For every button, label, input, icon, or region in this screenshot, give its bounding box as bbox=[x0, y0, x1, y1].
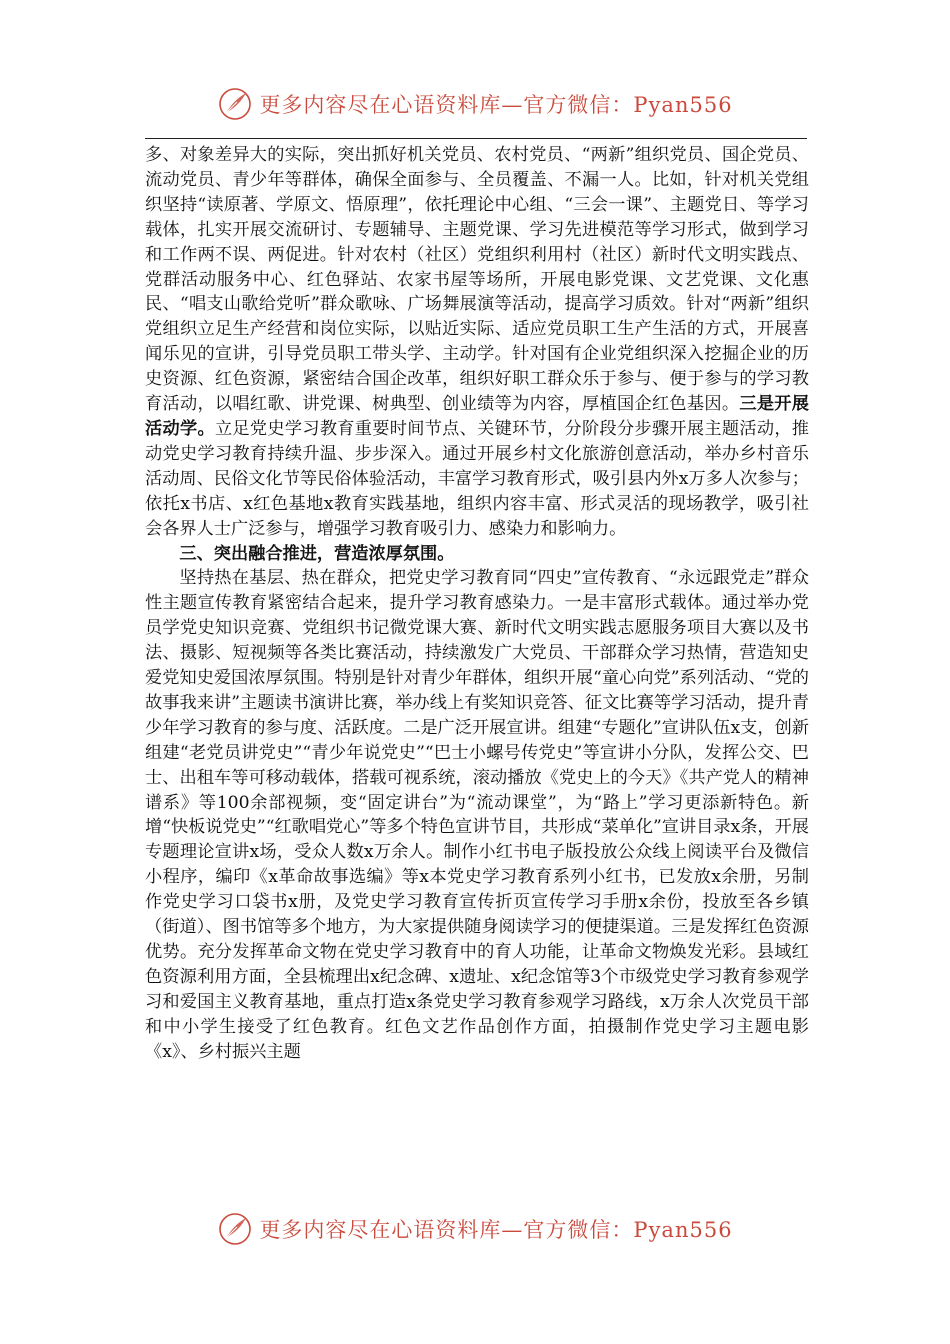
feather-pen-logo-icon bbox=[217, 86, 253, 122]
feather-pen-logo-icon bbox=[217, 1211, 253, 1247]
header-banner-text: 更多内容尽在心语资料库—官方微信：Pyan556 bbox=[259, 93, 733, 117]
header-banner bbox=[0, 84, 950, 124]
paragraph-text: 多、对象差异大的实际，突出抓好机关党员、农村党员、“两新”组织党员、国企党员、流动党员、青少年等群体，确保全面参与、全员覆盖、不漏一人。比如，针对机关党组织坚持“读原著、学原文、悟原理”，依托理论中心组、“三会一课”、主题党日、等学习载体，扎实开展交流研讨、专题辅导、主题党课、学习先进模范等学习形式，做到学习和工作两不误、两促进。针对农村（社区）党组织利用村（社区）新时代文明实践点、党群活动服务中心、红色驿站、农家书屋等场所，开展电影党课、文艺党课、文化惠民、“唱支山歌给党听”群众歌咏、广场舞展演等活动，提高学习质效。针对“两新”组织党组织立足生产经营和岗位实际，以贴近实际、适应党员职工生产生活的方式，开展喜闻乐见的宣讲，引导党员职工带头学、主动学。针对国有企业党组织深入挖掘企业的历史资源、红色资源，紧密结合国企改革，组织好职工群众乐于参与、便于参与的学习教育活动，以唱红歌、讲党课、树典型、创业绩等为内容，厚植国企红色基因。 bbox=[145, 145, 809, 415]
footer-banner bbox=[0, 1209, 950, 1249]
body-paragraph: 坚持热在基层、热在群众，把党史学习教育同“四史”宣传教育、“永远跟党走”群众性主题宣传教育紧密结合起来，提升学习教育感染力。一是丰富形式载体。通过举办党员学党史知识竞赛、党组织书记微党课大赛、新时代文明实践志愿服务项目大赛以及书法、摄影、短视频等各类比赛活动，持续激发广大党员、干部群众学习热情，营造知史爱党知史爱国浓厚氛围。特别是针对青少年群体，组织开展“童心向党”系列活动、“党的故事我来讲”主题读书演讲比赛，举办线上有奖知识竞答、征文比赛等学习活动，提升青少年学习教育的参与度、活跃度。二是广泛开展宣讲。组建“专题化”宣讲队伍x支，创新组建“老党员讲党史”“青少年说党史”“巴士小螺号传党史”等宣讲小分队，发挥公交、巴士、出租车等可移动载体，搭载可视系统，滚动播放《党史上的今天》《共产党人的精神谱系》等100余部视频，变“固定讲台”为“流动课堂”，为“路上”学习更添新特色。新增“快板说党史”“红歌唱党心”等多个特色宣讲节目，共形成“菜单化”宣讲目录x条，开展专题理论宣讲x场，受众人数x万余人。制作小红书电子版投放公众线上阅读平台及微信小程序，编印《x革命故事选编》等x本党史学习教育系列小红书，已发放x余册，另制作党史学习口袋书x册，及党史学习教育宣传折页宣传学习手册x余份，投放至各乡镇（街道）、图书馆等多个地方，为大家提供随身阅读学习的便捷渠道。三是发挥红色资源优势。充分发挥革命文物在党史学习教育中的育人功能，让革命文物焕发光彩。县域红色资源利用方面，全县梳理出x纪念碑、x遗址、x纪念馆等3个市级党史学习教育参观学习和爱国主义教育基地，重点打造x条党史学习教育参观学习路线，x万余人次党员干部和中小学生接受了红色教育。红色文艺作品创作方面，拍摄制作党史学习主题电影《x》、乡村振兴主题 bbox=[145, 568, 809, 1062]
footer-banner-text: 更多内容尽在心语资料库—官方微信：Pyan556 bbox=[259, 1218, 733, 1242]
body-paragraph bbox=[145, 143, 809, 542]
header-divider bbox=[145, 138, 807, 139]
bold-lead-in: 三是开展活动学。 bbox=[145, 394, 809, 439]
document-body bbox=[145, 143, 809, 1065]
section-heading: 三、突出融合推进，营造浓厚氛围。 bbox=[179, 543, 455, 564]
paragraph-text: 立足党史学习教育重要时间节点、关键环节，分阶段分步骤开展主题活动，推动党史学习教育持续升温、步步深入。通过开展乡村文化旅游创意活动，举办乡村音乐活动周、民俗文化节等民俗体验活动，丰富学习教育形式，吸引县内外x万多人次参与；依托x书店、x红色基地x教育实践基地，组织内容丰富、形式灵活的现场教学，吸引社会各界人士广泛参与，增强学习教育吸引力、感染力和影响力。 bbox=[145, 418, 809, 539]
